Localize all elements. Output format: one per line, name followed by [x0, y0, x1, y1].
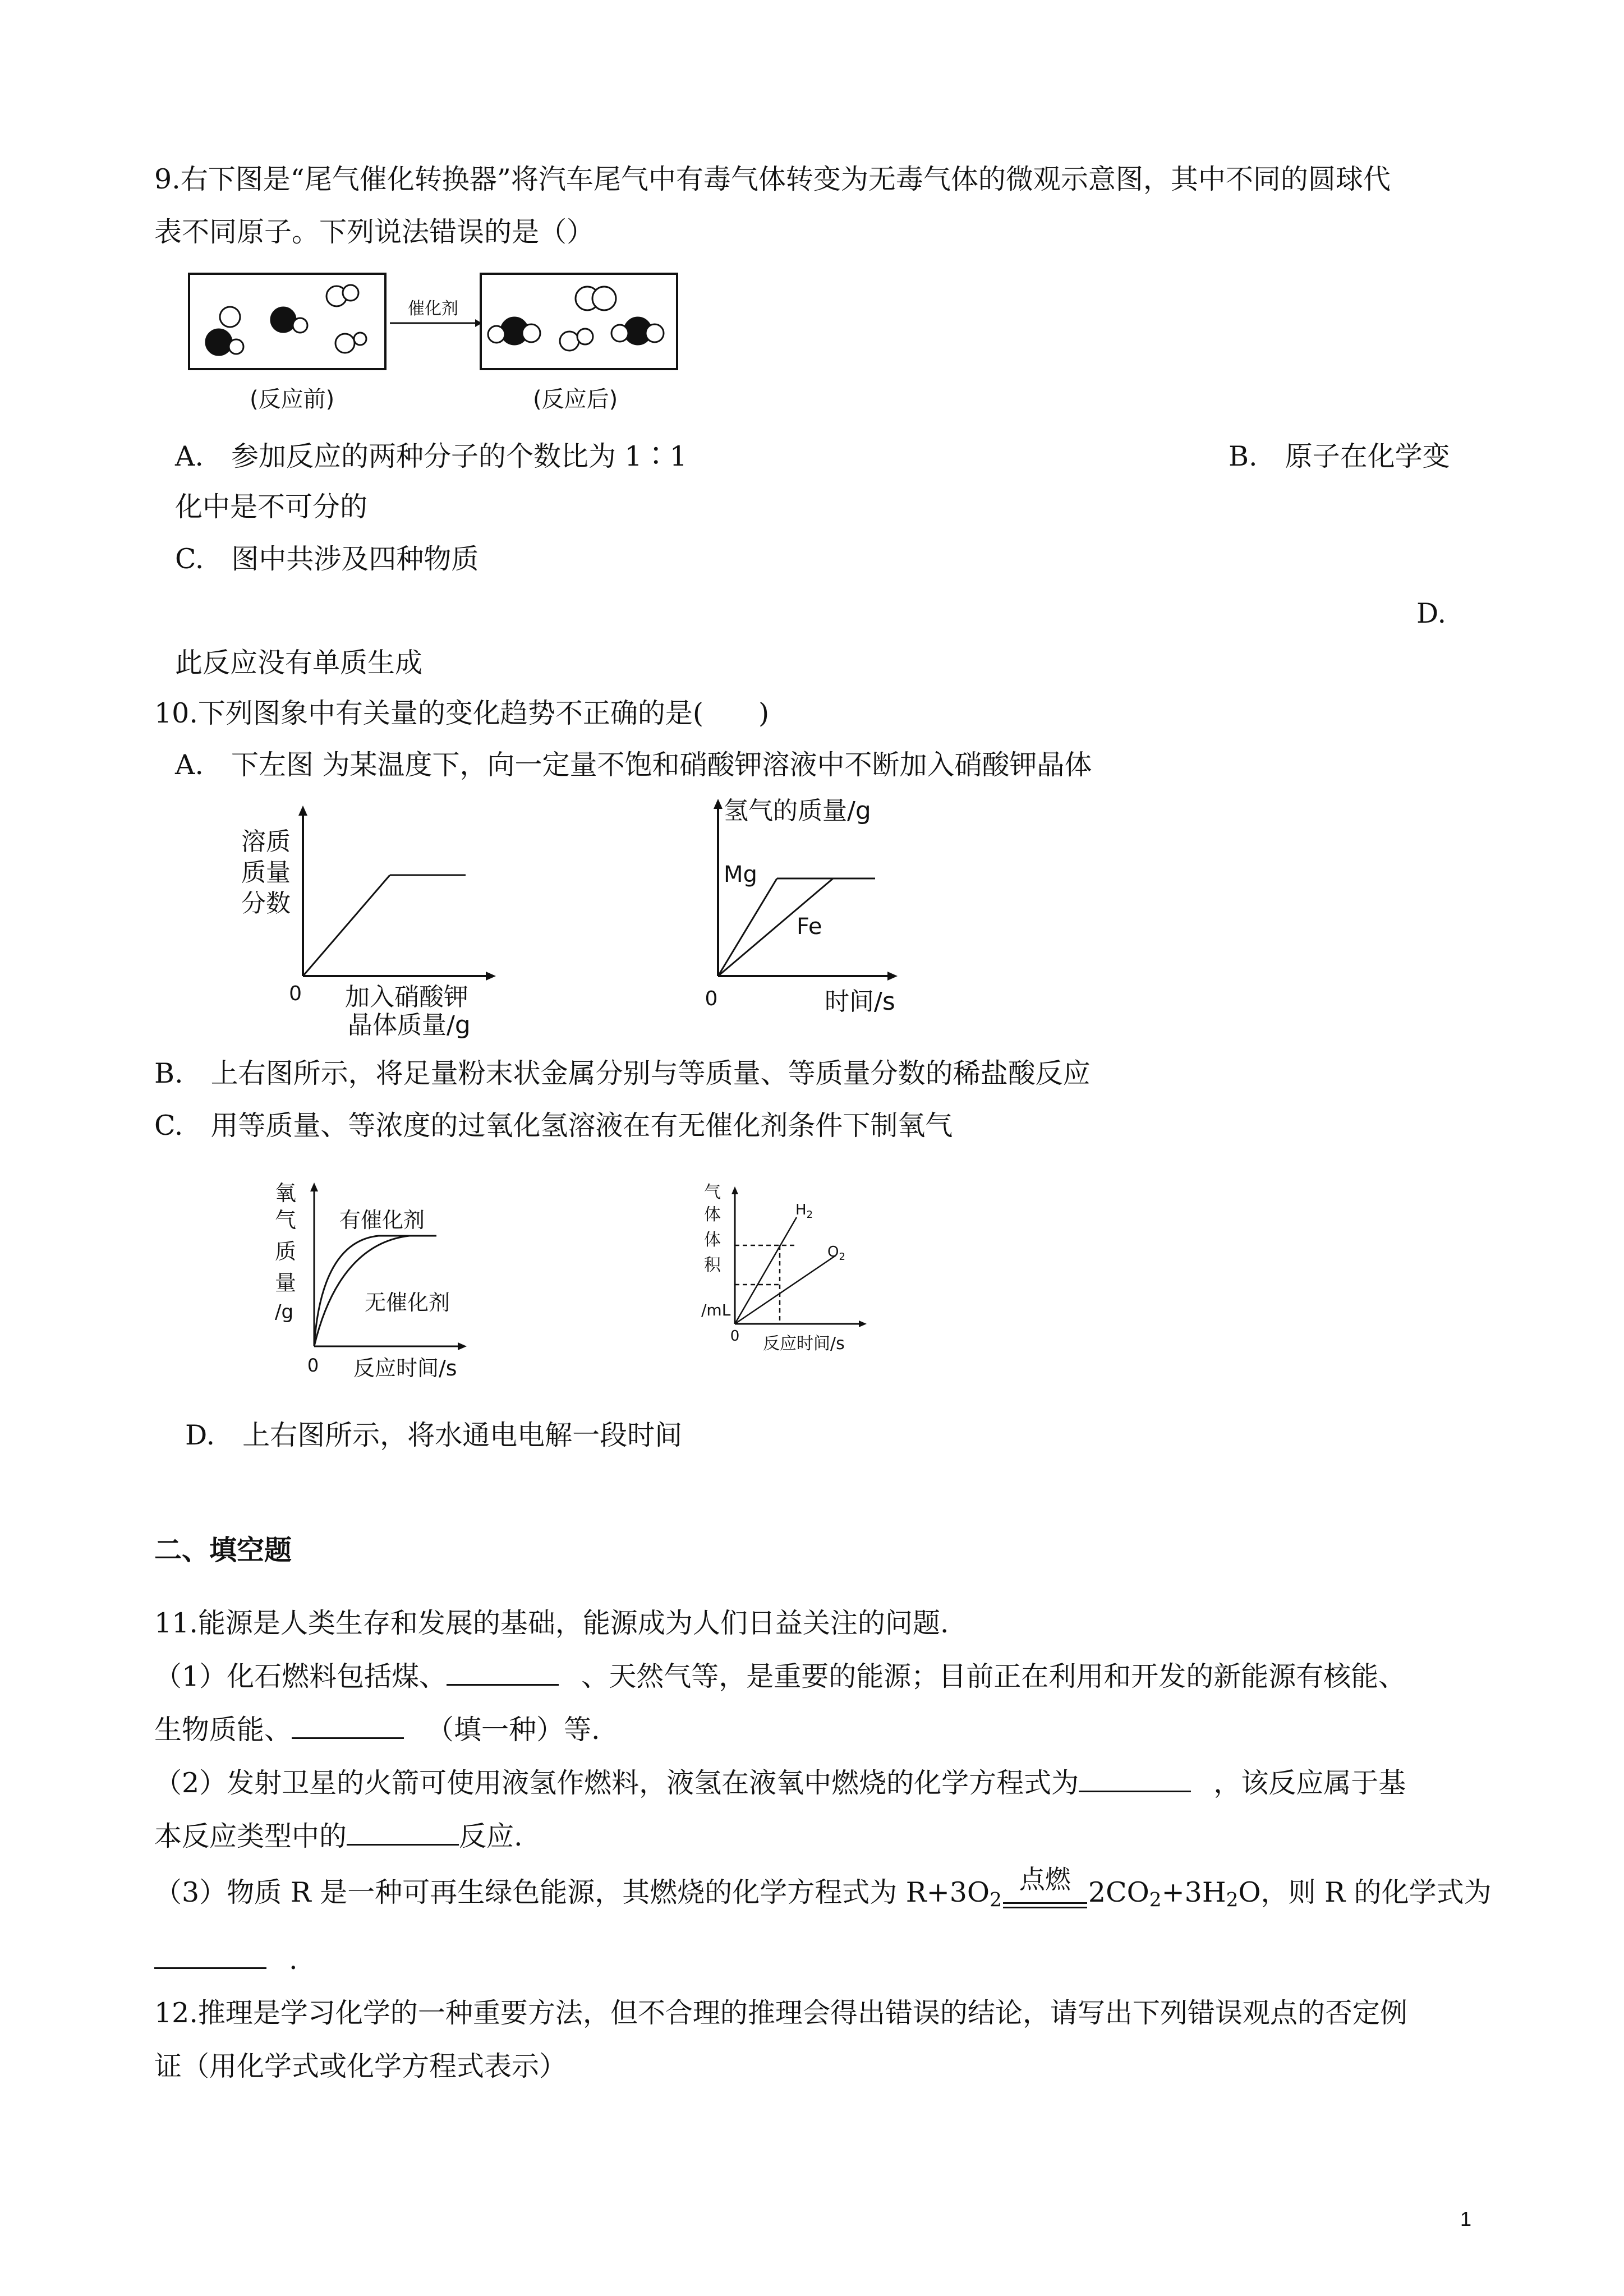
graph-d-series-o2: $O_2$: [827, 1244, 845, 1263]
graph-b-hydrogen-mass: [696, 785, 942, 1032]
graph-c-y-label-3: 质: [275, 1239, 297, 1264]
graph-a-solution-fraction: [241, 802, 510, 1049]
graph-a-y-label-3: 分数: [241, 889, 291, 918]
graph-d-y-label-3: 体: [704, 1230, 721, 1250]
graph-d-y-label-2: 体: [704, 1205, 721, 1225]
q9-option-a: A. 参加反应的两种分子的个数比为 1∶1: [175, 440, 687, 472]
section-title-fill-in: 二、填空题: [154, 1534, 292, 1566]
q12-line2: 证（用化学式或化学方程式表示）: [154, 2050, 567, 2082]
graph-a-x-label-2: 晶体质量/g: [348, 1011, 471, 1039]
graph-b-y-label: 氢气的质量/g: [724, 797, 871, 825]
q10-option-a: A. 下左图 为某温度下，向一定量不饱和硝酸钾溶液中不断加入硝酸钾晶体: [175, 749, 1092, 781]
graph-b-origin: 0: [705, 987, 718, 1010]
q9-option-c: C. 图中共涉及四种物质: [175, 543, 479, 575]
q11-part3-line2: .: [154, 1944, 298, 1977]
graph-a-y-label-2: 质量: [241, 858, 291, 887]
graph-c-series-no-catalyst: 无催化剂: [365, 1290, 450, 1315]
q10-option-c: C. 用等质量、等浓度的过氧化氢溶液在有无催化剂条件下制氧气: [154, 1110, 953, 1142]
graph-d-origin: 0: [730, 1328, 740, 1345]
q11-part3-line1: （3）物质 R 是一种可再生绿色能源，其燃烧的化学方程式为 $R+3O_2$ 点燃 $2CO_2+3H_2O$，则 R 的化学式为: [154, 1864, 1492, 1912]
q9-stem-line2: 表不同原子。下列说法错误的是（）: [154, 216, 595, 248]
q9-stem-line1: 9.右下图是“尾气催化转换器”将汽车尾气中有毒气体转变为无毒气体的微观示意图，其中不同的圆球代: [154, 163, 1391, 195]
graph-c-y-label-4: 量: [275, 1271, 297, 1295]
graph-b-series-mg: Mg: [724, 862, 757, 887]
after-caption: (反应后): [533, 386, 618, 412]
q11-part2-line2: 本反应类型中的 反应.: [154, 1820, 523, 1852]
blank-new-energy[interactable]: [292, 1737, 404, 1739]
page-number: 1: [1460, 2207, 1471, 2230]
graph-a-x-label-1: 加入硝酸钾: [345, 983, 468, 1011]
q9-option-d-text: 此反应没有单质生成: [175, 647, 423, 679]
q9-option-b-part2: 化中是不可分的: [175, 491, 368, 523]
q12-line1: 12.推理是学习化学的一种重要方法，但不合理的推理会得出错误的结论，请写出下列错误观点的否定例: [154, 1997, 1407, 2029]
graph-c-x-label: 反应时间/s: [353, 1356, 457, 1381]
q10-stem: 10.下列图象中有关量的变化趋势不正确的是( ): [154, 697, 770, 729]
graph-c-oxygen-mass: [269, 1178, 505, 1391]
q11-part1-line1: （1）化石燃料包括煤、 、天然气等，是重要的能源；目前正在利用和开发的新能源有核能、: [154, 1660, 1406, 1692]
graph-a-origin: 0: [289, 982, 302, 1005]
graph-d-y-label-1: 气: [704, 1182, 721, 1202]
combustion-condition-arrow: 点燃: [1003, 1883, 1087, 1912]
q9-option-b-part1: B. 原子在化学变: [1229, 440, 1450, 472]
graph-d-series-h2: $H_2$: [795, 1202, 813, 1221]
graph-c-series-catalyst: 有催化剂: [339, 1208, 425, 1232]
graph-c-origin: 0: [307, 1355, 319, 1376]
q9-option-d-letter: D.: [1416, 597, 1447, 629]
q10-option-b: B. 上右图所示，将足量粉末状金属分别与等质量、等质量分数的稀盐酸反应: [154, 1057, 1091, 1089]
q9-molecule-diagram: [188, 269, 693, 426]
blank-reaction-type[interactable]: [347, 1843, 459, 1846]
catalyst-label: 催化剂: [408, 299, 458, 319]
q11-stem: 11.能源是人类生存和发展的基础，能源成为人们日益关注的问题.: [154, 1607, 949, 1639]
blank-fossil-fuel[interactable]: [447, 1683, 559, 1686]
q11-part1-line2: 生物质能、 （填一种）等.: [154, 1714, 600, 1746]
q11-part2-line1: （2）发射卫星的火箭可使用液氢作燃料，液氢在液氧中燃烧的化学方程式为 ，该反应属于基: [154, 1767, 1406, 1799]
graph-b-series-fe: Fe: [797, 914, 822, 940]
before-caption: (反应前): [250, 386, 335, 412]
graph-c-y-label-2: 气: [275, 1208, 297, 1232]
q10-option-d: D. 上右图所示，将水通电电解一段时间: [185, 1419, 683, 1451]
graph-d-y-label-4: 积: [704, 1255, 721, 1275]
graph-b-x-label: 时间/s: [825, 987, 895, 1016]
graph-a-y-label-1: 溶质: [241, 827, 291, 856]
graph-d-x-label: 反应时间/s: [763, 1334, 845, 1354]
graph-c-y-label-5: /g: [275, 1301, 294, 1323]
graph-c-y-label-1: 氧: [275, 1181, 297, 1205]
graph-d-gas-volume: [701, 1184, 892, 1363]
blank-r-formula[interactable]: [154, 1967, 266, 1969]
blank-hydrogen-equation[interactable]: [1079, 1790, 1191, 1792]
graph-d-y-label-5: /mL: [701, 1301, 731, 1319]
